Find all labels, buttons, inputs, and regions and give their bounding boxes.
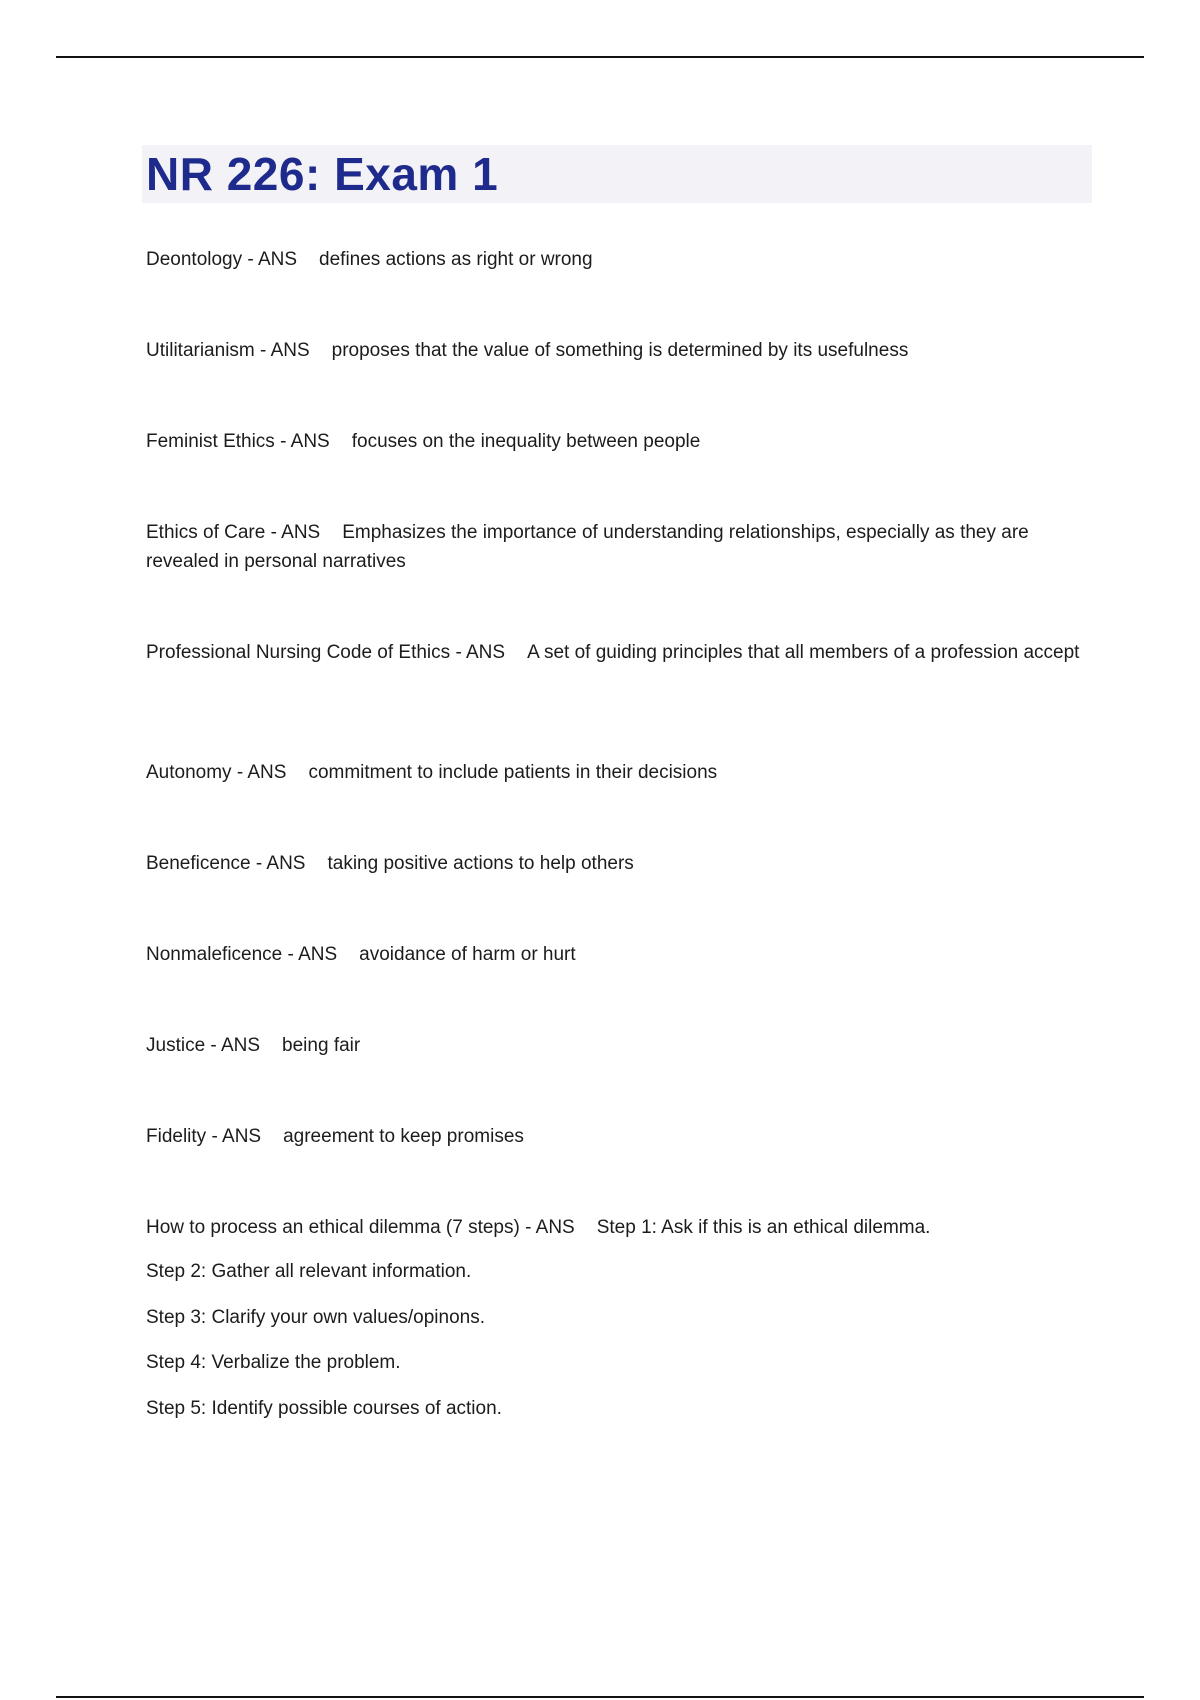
card-marker: - ANS bbox=[247, 249, 298, 270]
card-answer: Emphasizes the importance of understanding relationships, especially as they are revealed in personal narratives bbox=[146, 522, 1029, 572]
card-marker: - ANS bbox=[280, 431, 330, 452]
card-marker: - ANS bbox=[260, 340, 310, 361]
card-answer: defines actions as right or wrong bbox=[319, 249, 593, 270]
card-marker: - ANS bbox=[287, 944, 338, 965]
card-term: Beneficence bbox=[146, 853, 251, 874]
page-title: NR 226: Exam 1 bbox=[146, 148, 499, 200]
card-term: Nonmaleficence bbox=[146, 944, 283, 965]
card-term: Utilitarianism bbox=[146, 340, 255, 361]
card-justice bbox=[146, 1031, 1092, 1060]
card-answer: agreement to keep promises bbox=[283, 1126, 524, 1147]
top-rule bbox=[56, 56, 1144, 58]
card-answer: avoidance of harm or hurt bbox=[359, 944, 576, 965]
card-term: Deontology bbox=[146, 249, 243, 270]
card-term: How to process an ethical dilemma (7 steps) bbox=[146, 1217, 520, 1238]
card-marker: - ANS bbox=[211, 1126, 262, 1147]
card-fidelity bbox=[146, 1122, 1092, 1151]
card-deontology bbox=[146, 245, 1092, 274]
card-term: Ethics of Care bbox=[146, 522, 266, 543]
card-marker: - ANS bbox=[455, 642, 506, 663]
card-ethical-dilemma-steps bbox=[146, 1213, 1092, 1242]
card-term: Feminist Ethics bbox=[146, 431, 275, 452]
card-marker: - ANS bbox=[236, 762, 287, 783]
card-marker: - ANS bbox=[210, 1035, 261, 1056]
card-answer: focuses on the inequality between people bbox=[351, 431, 701, 452]
card-answer: taking positive actions to help others bbox=[327, 853, 634, 874]
card-term: Fidelity bbox=[146, 1126, 207, 1147]
card-utilitarianism bbox=[146, 336, 1092, 365]
card-ethics-of-care bbox=[146, 518, 1092, 576]
bottom-rule bbox=[56, 1696, 1144, 1698]
step-line: Step 5: Identify possible courses of action. bbox=[146, 1398, 502, 1419]
card-answer: Step 1: Ask if this is an ethical dilemma. bbox=[596, 1217, 931, 1238]
card-term: Autonomy bbox=[146, 762, 232, 783]
card-nonmaleficence bbox=[146, 940, 1092, 969]
card-marker: - ANS bbox=[255, 853, 306, 874]
card-marker: - ANS bbox=[270, 522, 321, 543]
card-marker: - ANS bbox=[525, 1217, 575, 1238]
card-answer: commitment to include patients in their decisions bbox=[308, 762, 718, 783]
card-professional-nursing-code bbox=[146, 638, 1092, 667]
card-feminist-ethics bbox=[146, 427, 1092, 456]
card-answer: proposes that the value of something is determined by its usefulness bbox=[331, 340, 909, 361]
card-term: Professional Nursing Code of Ethics bbox=[146, 642, 451, 663]
card-autonomy bbox=[146, 758, 1092, 787]
card-answer: being fair bbox=[282, 1035, 361, 1056]
card-answer: A set of guiding principles that all members of a profession accept bbox=[527, 642, 1080, 663]
step-line: Step 3: Clarify your own values/opinons. bbox=[146, 1307, 486, 1328]
card-beneficence bbox=[146, 849, 1092, 878]
card-term: Justice bbox=[146, 1035, 206, 1056]
step-line: Step 2: Gather all relevant information. bbox=[146, 1261, 472, 1282]
step-line: Step 4: Verbalize the problem. bbox=[146, 1352, 401, 1373]
